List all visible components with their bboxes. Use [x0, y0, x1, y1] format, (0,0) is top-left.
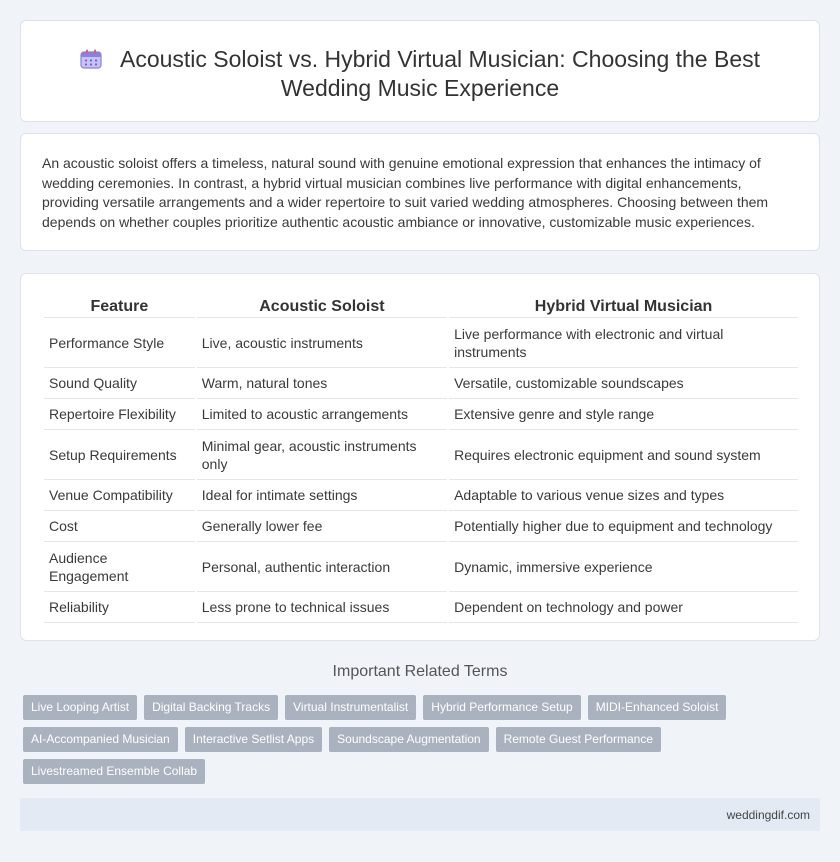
header-acoustic-soloist: Acoustic Soloist	[197, 296, 447, 318]
acoustic-cell: Live, acoustic instruments	[197, 318, 447, 368]
term-tag[interactable]: Remote Guest Performance	[496, 727, 661, 752]
table-row	[44, 511, 798, 542]
term-tag[interactable]: Live Looping Artist	[23, 695, 137, 720]
term-tag[interactable]: Virtual Instrumentalist	[285, 695, 416, 720]
acoustic-cell: Less prone to technical issues	[197, 592, 447, 623]
hybrid-cell: Potentially higher due to equipment and technology	[449, 511, 798, 542]
hybrid-cell: Extensive genre and style range	[449, 399, 798, 430]
acoustic-cell: Ideal for intimate settings	[197, 480, 447, 511]
acoustic-cell: Warm, natural tones	[197, 368, 447, 399]
feature-cell: Performance Style	[44, 318, 195, 368]
table-row	[44, 480, 798, 511]
table-row	[44, 430, 798, 480]
title-wrap	[21, 45, 819, 103]
acoustic-cell: Personal, authentic interaction	[197, 542, 447, 592]
page-title-text: Acoustic Soloist vs. Hybrid Virtual Musician: Choosing the Best Wedding Music Experience	[119, 46, 761, 101]
feature-cell: Cost	[44, 511, 195, 542]
feature-cell: Venue Compatibility	[44, 480, 195, 511]
acoustic-cell: Generally lower fee	[197, 511, 447, 542]
feature-cell: Reliability	[44, 592, 195, 623]
hybrid-cell: Dynamic, immersive experience	[449, 542, 798, 592]
footer-site-link[interactable]: weddingdif.com	[726, 808, 810, 822]
comparison-card	[20, 273, 820, 641]
feature-cell: Setup Requirements	[44, 430, 195, 480]
term-tag[interactable]: Hybrid Performance Setup	[423, 695, 580, 720]
feature-cell: Repertoire Flexibility	[44, 399, 195, 430]
table-row	[44, 542, 798, 592]
related-terms-tags	[23, 695, 813, 791]
term-tag[interactable]: AI-Accompanied Musician	[23, 727, 178, 752]
hybrid-cell: Live performance with electronic and virtual instruments	[449, 318, 798, 368]
footer	[20, 798, 820, 831]
table-row	[44, 592, 798, 623]
term-tag[interactable]: Livestreamed Ensemble Collab	[23, 759, 205, 784]
comparison-table	[42, 296, 800, 623]
table-header-row	[44, 296, 798, 318]
table-row	[44, 399, 798, 430]
intro-paragraph: An acoustic soloist offers a timeless, natural sound with genuine emotional expression that enhances the intimacy of wedding ceremonies. In contrast, a hybrid virtual musician combines live performance with digital enhancements, providing versatile arrangements and a wider repertoire to suit varied wedding atmospheres. Choosing between them depends on whether couples prioritize authentic acoustic ambiance or innovative, customizable music experiences.	[42, 155, 769, 230]
acoustic-cell: Limited to acoustic arrangements	[197, 399, 447, 430]
term-tag[interactable]: Interactive Setlist Apps	[185, 727, 322, 752]
feature-cell: Sound Quality	[44, 368, 195, 399]
calendar-icon	[80, 49, 102, 69]
intro-card	[20, 133, 820, 251]
title-card	[20, 20, 820, 122]
hybrid-cell: Dependent on technology and power	[449, 592, 798, 623]
table-row	[44, 368, 798, 399]
page-title	[21, 45, 819, 103]
hybrid-cell: Adaptable to various venue sizes and types	[449, 480, 798, 511]
term-tag[interactable]: MIDI-Enhanced Soloist	[588, 695, 727, 720]
hybrid-cell: Versatile, customizable soundscapes	[449, 368, 798, 399]
related-terms-heading: Important Related Terms	[332, 663, 508, 680]
table-row	[44, 318, 798, 368]
term-tag[interactable]: Digital Backing Tracks	[144, 695, 278, 720]
feature-cell: Audience Engagement	[44, 542, 195, 592]
hybrid-cell: Requires electronic equipment and sound system	[449, 430, 798, 480]
acoustic-cell: Minimal gear, acoustic instruments only	[197, 430, 447, 480]
term-tag[interactable]: Soundscape Augmentation	[329, 727, 488, 752]
header-hybrid-virtual-musician: Hybrid Virtual Musician	[449, 296, 798, 318]
header-feature: Feature	[44, 296, 195, 318]
